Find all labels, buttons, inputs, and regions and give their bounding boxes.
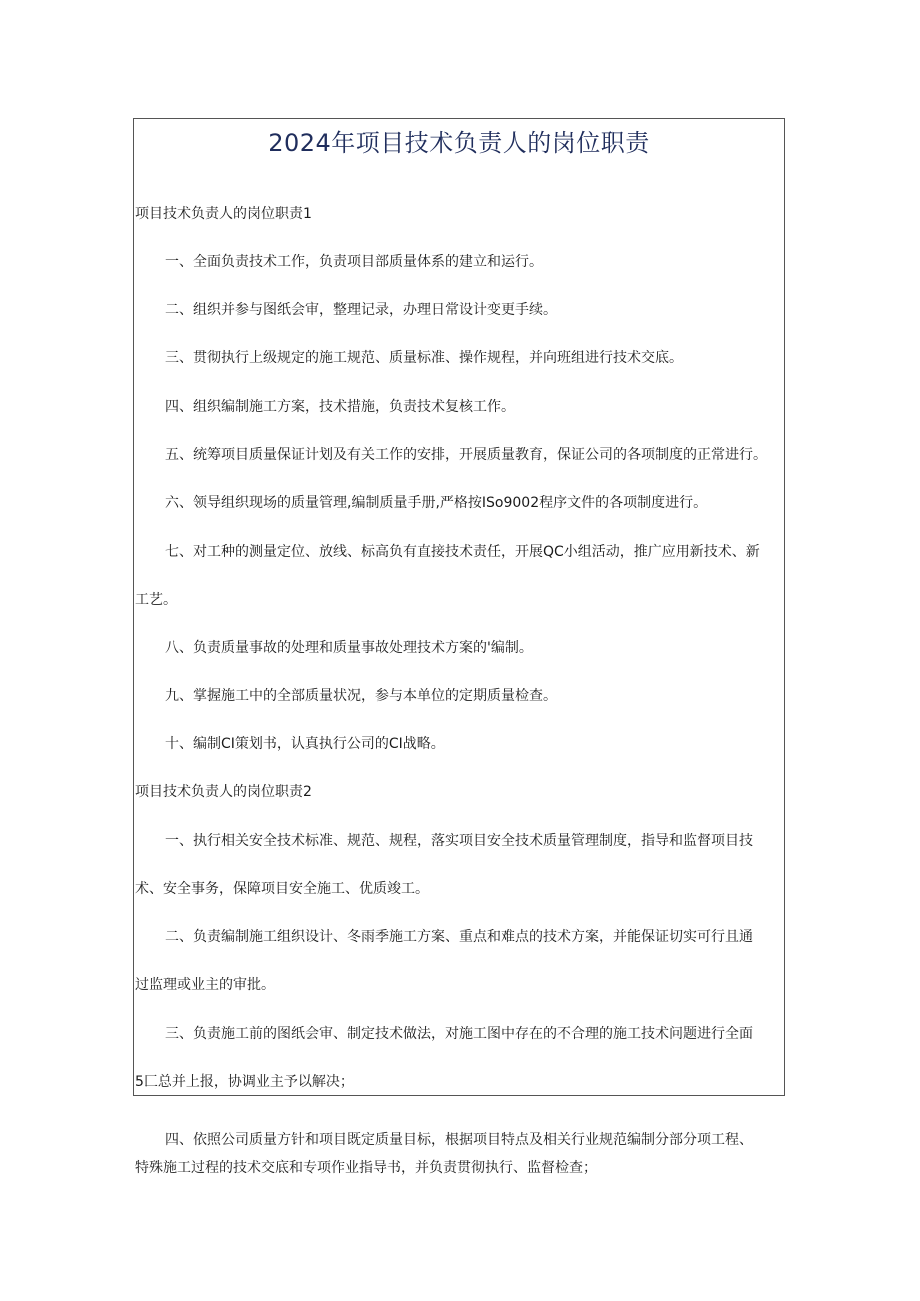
document-title: 2024年项目技术负责人的岗位职责 [268, 129, 650, 157]
section2-item-1: 一、执行相关安全技术标准、规范、规程，落实项目安全技术质量管理制度，指导和监督项目技 [165, 833, 753, 849]
section1-item-1: 一、全面负责技术工作，负责项目部质量体系的建立和运行。 [165, 254, 543, 270]
section2-item-3-cont: 5匚总并上报，协调业主予以解决； [135, 1074, 354, 1090]
section1-item-8: 八、负责质量事故的处理和质量事故处理技术方案的'编制。 [165, 640, 533, 656]
section1-item-4: 四、组织编制施工方案，技术措施，负责技术复核工作。 [165, 399, 515, 415]
section1-heading: 项目技术负责人的岗位职责1 [135, 206, 312, 222]
below-frame-item-4: 四、依照公司质量方针和项目既定质量目标，根据项目特点及相关行业规范编制分部分项工程、 [165, 1132, 753, 1148]
section2-item-2-cont: 过监理或业主的审批。 [135, 977, 275, 993]
section2-item-1-cont: 术、安全事务，保障项目安全施工、优质竣工。 [135, 881, 429, 897]
section1-item-7-cont: 工艺。 [135, 592, 177, 608]
section2-item-2: 二、负责编制施工组织设计、冬雨季施工方案、重点和难点的技术方案，并能保证切实可行且通 [165, 929, 753, 945]
below-frame-item-4-cont: 特殊施工过程的技术交底和专项作业指导书，并负责贯彻执行、监督检查； [135, 1160, 597, 1176]
section1-item-2: 二、组织并参与图纸会审，整理记录，办理日常设计变更手续。 [165, 302, 557, 318]
section1-item-7: 七、对工种的测量定位、放线、标高负有直接技术责任，开展QC小组活动，推广应用新技术、新 [165, 544, 760, 560]
section1-item-9: 九、掌握施工中的全部质量状况，参与本单位的定期质量检查。 [165, 688, 557, 704]
section2-item-3: 三、负责施工前的图纸会审、制定技术做法，对施工图中存在的不合理的施工技术问题进行全面 [165, 1026, 753, 1042]
section2-heading: 项目技术负责人的岗位职责2 [135, 784, 312, 800]
section1-item-5: 五、统筹项目质量保证计划及有关工作的安排，开展质量教育，保证公司的各项制度的正常进行。 [165, 447, 767, 463]
section1-item-6: 六、领导组织现场的质量管理,编制质量手册,严格按ISo9002程序文件的各项制度进行。 [165, 495, 708, 511]
section1-item-3: 三、贯彻执行上级规定的施工规范、质量标准、操作规程，并向班组进行技术交底。 [165, 350, 683, 366]
section1-item-10: 十、编制CI策划书，认真执行公司的CI战略。 [165, 736, 445, 752]
